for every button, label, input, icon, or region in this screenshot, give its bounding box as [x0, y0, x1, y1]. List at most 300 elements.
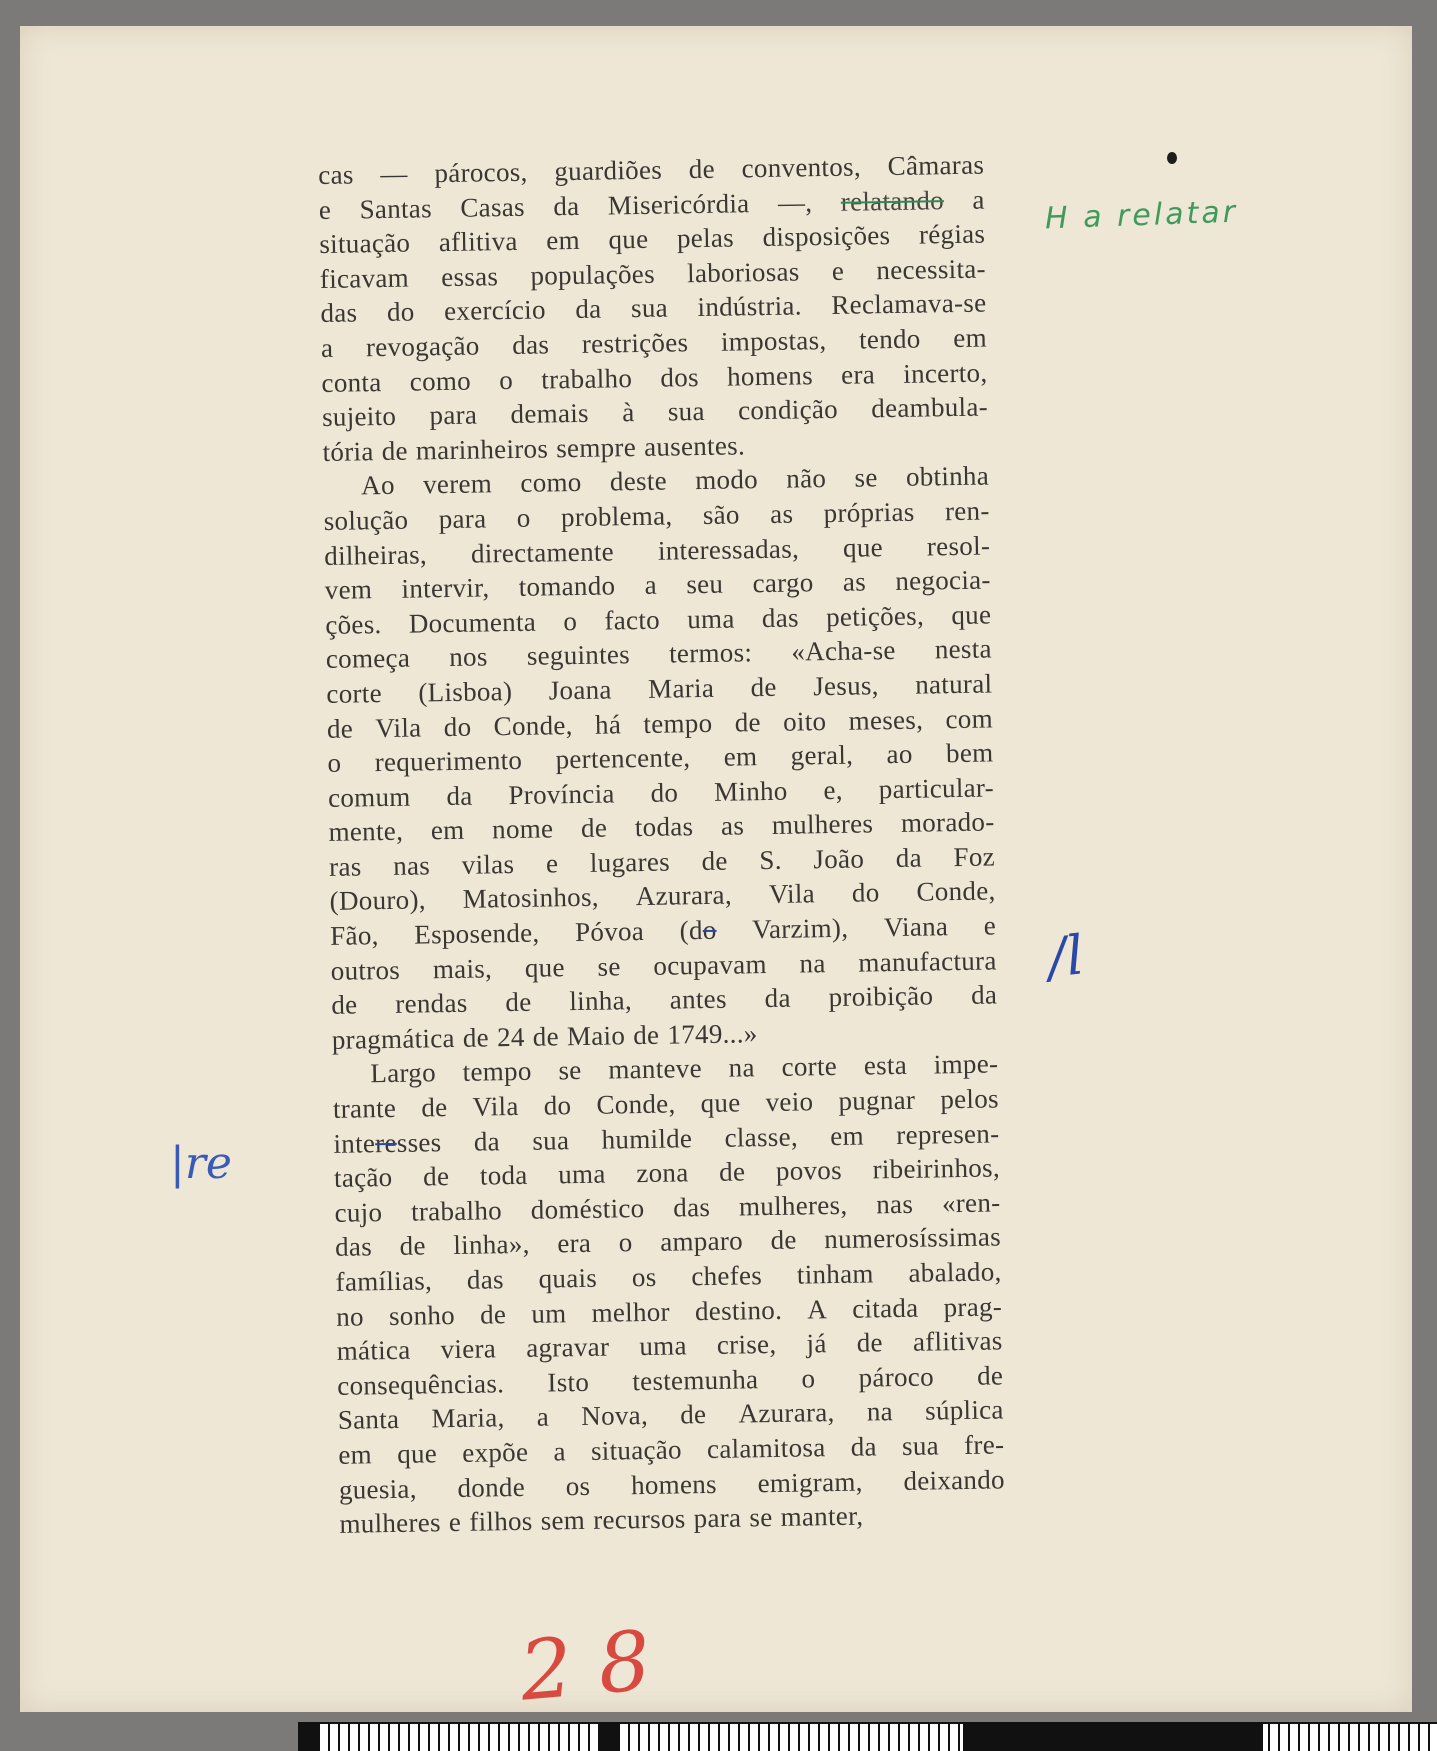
word: de — [632, 1019, 660, 1050]
word: sua — [532, 1124, 570, 1156]
word: Reclamava-se — [831, 287, 987, 321]
word: —, — [777, 186, 813, 218]
word: já — [806, 1328, 827, 1359]
word: para — [429, 399, 478, 431]
word: mulheres — [771, 808, 874, 841]
word: se — [749, 1502, 773, 1533]
word: era — [840, 358, 876, 390]
word: «Acha-se — [791, 635, 896, 667]
word: de — [505, 987, 532, 1018]
word: 1749...» — [667, 1018, 758, 1050]
word: linha, — [569, 985, 633, 1017]
word: deste — [609, 465, 668, 497]
word: das — [673, 1191, 711, 1223]
word: ausentes. — [643, 430, 746, 462]
word: tomando — [518, 570, 616, 603]
word: à — [621, 397, 635, 428]
word: nesta — [934, 633, 993, 665]
word: citada — [851, 1292, 919, 1324]
word: sujeito — [321, 400, 397, 433]
word: fre- — [963, 1429, 1005, 1460]
word: Viana — [883, 911, 949, 943]
word: rendas — [395, 988, 468, 1020]
word: Santas — [359, 192, 433, 224]
word — [840, 183, 944, 219]
word: exercício — [443, 294, 546, 327]
word: régias — [918, 218, 986, 250]
word: de — [421, 1092, 448, 1123]
word: Misericórdia — [607, 187, 750, 221]
word: e, — [823, 774, 844, 805]
word: com — [945, 702, 994, 734]
word: cas — [318, 159, 354, 190]
word: de — [976, 1360, 1004, 1391]
word: Nova, — [581, 1400, 649, 1432]
word: nas — [392, 850, 431, 881]
word: tempo — [643, 707, 713, 739]
word: aflitiva — [438, 226, 518, 258]
word: povos — [775, 1155, 843, 1187]
word: pelos — [940, 1083, 1000, 1115]
word: verem — [422, 468, 493, 500]
word: Póvoa — [574, 916, 645, 948]
word: necessita- — [876, 253, 987, 286]
word: da — [553, 190, 580, 221]
word: comum — [327, 781, 411, 813]
word: trabalho — [541, 362, 633, 395]
word: os — [565, 1470, 591, 1501]
word: da — [850, 1431, 878, 1462]
word: que — [700, 1087, 741, 1119]
word: geral, — [790, 739, 854, 771]
word: pároco — [858, 1361, 935, 1393]
word: de — [399, 1230, 426, 1262]
word: do — [543, 1090, 572, 1121]
word: na — [866, 1396, 894, 1427]
word: tinham — [796, 1258, 874, 1290]
word: outros — [330, 954, 401, 986]
word: melhor — [591, 1296, 671, 1328]
word: a — [644, 569, 658, 601]
word: uma — [558, 1158, 606, 1190]
word: se — [597, 951, 621, 982]
word: Vila — [768, 878, 816, 910]
word: ções. — [325, 608, 382, 640]
word: quais — [538, 1262, 598, 1294]
word: A — [807, 1293, 828, 1325]
word: essas — [440, 260, 499, 292]
word: destino. — [694, 1294, 783, 1326]
word: petições, — [825, 600, 925, 632]
struck-text: o — [702, 914, 717, 946]
word: nos — [449, 641, 488, 673]
word: problema, — [560, 500, 673, 533]
word: demais — [510, 397, 590, 430]
word: o — [327, 747, 342, 779]
word: e — [831, 255, 845, 286]
word: veio — [765, 1086, 814, 1118]
word: Azurara, — [635, 880, 733, 912]
word: em — [953, 322, 988, 354]
word: da — [970, 979, 998, 1011]
word: de — [856, 1327, 884, 1358]
word: tória — [322, 435, 374, 467]
word: para — [693, 1502, 742, 1534]
word: ras — [328, 851, 362, 882]
word: zona — [636, 1157, 689, 1189]
word: indústria. — [697, 290, 802, 323]
word: Santa — [337, 1404, 400, 1436]
word: populações — [530, 258, 656, 291]
word: o — [618, 1227, 633, 1258]
word: represen- — [896, 1118, 1000, 1150]
word: Esposende, — [414, 917, 540, 950]
word: vem — [324, 574, 373, 606]
word: meses, — [848, 704, 924, 736]
word: de — [750, 671, 777, 703]
word: o — [801, 1363, 816, 1394]
word: termos: — [668, 637, 753, 669]
word: facto — [604, 604, 661, 636]
word: do — [650, 777, 679, 808]
word: proibição — [828, 980, 934, 1013]
word: resol- — [926, 530, 991, 562]
word: de — [688, 153, 716, 185]
word: de — [770, 1225, 797, 1256]
word: súplica — [924, 1394, 1004, 1426]
word: requerimento — [374, 744, 523, 778]
word: recursos — [592, 1503, 686, 1535]
word: (Lisboa) — [418, 675, 513, 708]
ink-dot — [1167, 152, 1177, 164]
word: há — [594, 708, 622, 740]
word: trante — [332, 1092, 397, 1124]
word: Província — [508, 778, 615, 810]
word: da — [473, 1125, 501, 1157]
word: 24 — [496, 1021, 525, 1053]
word: Fão, — [329, 920, 379, 951]
word: situação — [590, 1434, 683, 1466]
word: que — [951, 599, 992, 630]
word: natural — [914, 668, 993, 700]
word: as — [720, 810, 745, 842]
word: no — [335, 1301, 365, 1332]
word: lugares — [589, 846, 671, 878]
word: incerto, — [903, 357, 988, 389]
word: Câmaras — [887, 149, 985, 182]
word: pragmática — [331, 1022, 456, 1055]
word: revogação — [365, 330, 480, 363]
word: calamitosa — [706, 1432, 826, 1465]
word: da — [446, 780, 473, 811]
word: em — [830, 1120, 865, 1151]
word: vilas — [461, 848, 515, 880]
word: sempre — [555, 431, 637, 464]
word: humilde — [601, 1122, 693, 1155]
word: mente, — [328, 816, 404, 848]
word: testemunha — [632, 1364, 759, 1396]
struck-text: relatando — [840, 184, 945, 217]
word: as — [769, 498, 794, 529]
word: interessadas, — [657, 533, 800, 566]
word: o — [516, 502, 531, 533]
word: situação — [319, 227, 411, 260]
word: o — [498, 364, 514, 395]
word: corte — [781, 1051, 838, 1083]
word: oito — [782, 705, 827, 737]
word: Varzim), — [751, 912, 849, 945]
word: numerosíssimas — [824, 1221, 1002, 1255]
word: consequências. — [337, 1368, 505, 1401]
word: manteve — [608, 1053, 703, 1085]
word: Documenta — [408, 606, 537, 639]
word: ao — [886, 738, 913, 770]
word: disposições — [762, 220, 891, 253]
word: ren- — [944, 495, 990, 527]
word: intervir, — [401, 572, 490, 604]
word: trabalho — [410, 1195, 503, 1227]
word: condição — [737, 394, 839, 426]
word: viera — [440, 1333, 497, 1365]
word: sua — [630, 292, 669, 324]
word: e — [545, 848, 559, 879]
word: das — [320, 297, 358, 329]
word: Foz — [953, 841, 996, 872]
word: Azurara, — [738, 1397, 835, 1429]
word: em — [430, 815, 465, 846]
word: marinheiros — [415, 433, 549, 466]
word: como — [409, 365, 472, 397]
word: tempo — [462, 1056, 532, 1088]
word: mática — [336, 1334, 411, 1367]
word: famílias, — [335, 1265, 433, 1297]
word: sonho — [388, 1299, 456, 1331]
word: esta — [863, 1050, 908, 1081]
word: na — [799, 947, 826, 979]
word: impostas, — [720, 325, 827, 357]
word: era — [557, 1228, 592, 1259]
word: emigram, — [757, 1466, 863, 1498]
word: na — [728, 1052, 756, 1084]
word: de — [718, 1156, 746, 1188]
word: de — [381, 435, 409, 466]
margin-note-green: H a relatar — [1044, 194, 1239, 237]
word: — — [380, 158, 408, 190]
word: e — [448, 1507, 462, 1538]
word: cujo — [334, 1196, 383, 1228]
word: guardiões — [554, 154, 663, 187]
word: e — [983, 910, 997, 941]
word: solução — [323, 504, 409, 536]
word: em — [723, 741, 758, 772]
word: do — [851, 877, 880, 909]
word: Vila — [472, 1090, 519, 1122]
word: agravar — [525, 1331, 610, 1364]
word: de — [734, 706, 762, 738]
word: prag- — [943, 1290, 1003, 1322]
margin-mark-right: /l — [1044, 923, 1087, 990]
word: aflitivas — [912, 1325, 1003, 1357]
word: de — [462, 1022, 490, 1053]
word: são — [702, 499, 740, 530]
word: antes — [669, 983, 727, 1015]
word: a — [320, 332, 334, 363]
word: sua — [901, 1430, 940, 1461]
word: todas — [634, 811, 694, 843]
word: classe, — [724, 1121, 799, 1153]
word: (Douro), — [329, 884, 427, 917]
word: a — [536, 1401, 550, 1433]
word: mulheres — [339, 1507, 442, 1539]
word: doméstico — [530, 1192, 645, 1225]
word: como — [520, 467, 582, 499]
word: Jesus, — [812, 670, 879, 702]
word: uma — [686, 603, 735, 634]
word: de — [580, 812, 608, 844]
word: laboriosas — [686, 256, 800, 288]
word: um — [531, 1297, 567, 1329]
word: pelas — [676, 222, 735, 254]
word: Maio — [566, 1020, 626, 1052]
word: pugnar — [838, 1084, 916, 1116]
word: bem — [945, 737, 994, 769]
word: Ao — [360, 470, 395, 501]
word: de — [701, 845, 728, 876]
word: a — [553, 1436, 566, 1467]
word: Casas — [460, 191, 526, 223]
word: sem — [540, 1505, 586, 1536]
word: mais, — [432, 953, 493, 984]
word: corte — [326, 677, 383, 709]
word: Matosinhos, — [462, 882, 600, 915]
margin-mark-left: |re — [170, 1138, 232, 1189]
word: toda — [479, 1160, 528, 1191]
word: Minho — [713, 775, 788, 807]
word: em — [546, 225, 581, 256]
word: párocos, — [434, 156, 528, 189]
word: manufactura — [858, 945, 997, 978]
word: das — [512, 329, 550, 360]
word: Maria, — [431, 1402, 505, 1434]
word: Conde, — [596, 1088, 676, 1120]
word: tendo — [858, 323, 921, 355]
word: se — [558, 1055, 582, 1086]
body-text — [318, 148, 1006, 1542]
word: começa — [325, 642, 411, 675]
word: directamente — [470, 535, 615, 569]
word: filhos — [469, 1505, 533, 1537]
word: expõe — [462, 1436, 529, 1468]
word: Conde, — [493, 709, 573, 741]
word: (do — [679, 913, 716, 948]
word: do — [386, 296, 415, 328]
word: amparo — [659, 1225, 744, 1258]
word: que — [842, 531, 884, 563]
word: João — [813, 843, 865, 875]
word: ribeirinhos, — [872, 1152, 1001, 1185]
word: seguintes — [526, 639, 631, 672]
word: modo — [695, 464, 759, 496]
word: Joana — [548, 674, 612, 706]
word: nas — [875, 1188, 914, 1220]
struck-text: re — [374, 1127, 397, 1158]
color-scale-bar — [298, 1722, 1437, 1751]
word: e — [318, 194, 332, 225]
word: de — [422, 1161, 450, 1192]
word: Largo — [370, 1057, 437, 1089]
word: homens — [726, 359, 814, 392]
word: se — [854, 462, 878, 493]
word: conta — [321, 366, 382, 398]
word: Isto — [547, 1366, 590, 1398]
word: que — [396, 1438, 438, 1469]
word: donde — [457, 1471, 526, 1503]
word: negocia- — [895, 564, 991, 597]
word: linha», — [453, 1229, 530, 1261]
word: «ren- — [941, 1187, 1001, 1219]
word: cargo — [752, 567, 814, 599]
word: de — [326, 713, 354, 744]
word: abalado, — [908, 1256, 1002, 1288]
word: os — [631, 1261, 657, 1293]
word: ficavam — [319, 262, 410, 294]
word: para — [438, 503, 487, 535]
word: da — [764, 982, 791, 1014]
word: deixando — [903, 1463, 1006, 1496]
word: seu — [686, 568, 724, 600]
word: crise, — [716, 1329, 777, 1361]
word: do — [443, 711, 472, 742]
word: das — [761, 602, 800, 633]
word: uma — [639, 1330, 687, 1362]
word: chefes — [691, 1260, 763, 1292]
page-number: 28 — [516, 1611, 681, 1720]
word: das — [466, 1264, 505, 1295]
word: Vila — [375, 711, 422, 743]
word: manter, — [780, 1500, 864, 1533]
word: homens — [630, 1468, 718, 1500]
word: que — [524, 951, 565, 983]
word: dilheiras, — [324, 538, 428, 571]
word: o — [563, 605, 578, 636]
word: próprias — [823, 496, 915, 529]
word: particular- — [878, 772, 995, 804]
word: nome — [491, 813, 554, 845]
word: a — [972, 184, 985, 215]
word: de — [532, 1021, 560, 1052]
word: da — [575, 293, 602, 325]
word: as — [842, 566, 867, 597]
word: conventos, — [741, 151, 862, 184]
word: deambula- — [871, 391, 989, 424]
word: das — [334, 1231, 373, 1263]
word: guesia, — [338, 1473, 417, 1505]
word: em — [338, 1439, 373, 1470]
word: sua — [667, 396, 705, 427]
word: morado- — [900, 806, 995, 839]
word: de — [331, 989, 358, 1021]
word: Maria — [647, 672, 715, 704]
word: de — [679, 1399, 707, 1430]
word: que — [608, 224, 649, 255]
word: interesses — [333, 1126, 442, 1159]
word: dos — [660, 361, 700, 393]
word: da — [895, 842, 923, 873]
word: S. — [759, 844, 782, 876]
word: impe- — [933, 1048, 999, 1080]
word: ocupavam — [653, 948, 767, 981]
word: pertencente, — [555, 742, 691, 775]
